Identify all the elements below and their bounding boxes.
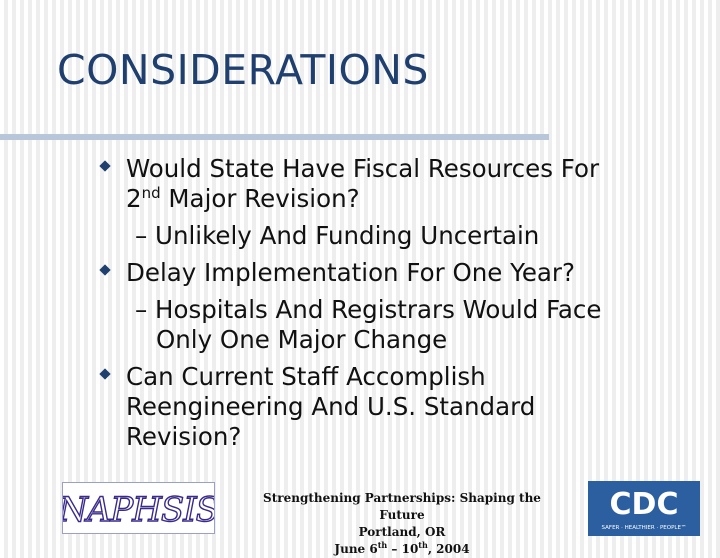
footer-line-3 (258, 541, 546, 558)
cdc-logo-text: CDC (609, 487, 679, 522)
sub-bullet-1-line-1: – Unlikely And Funding Uncertain (135, 221, 540, 250)
bullet-3-line-2: Reengineering And U.S. Standard (126, 392, 536, 421)
sub-bullet-2-line-1: – Hospitals And Registrars Would Face (135, 295, 602, 324)
title-divider (0, 134, 549, 140)
footer-caption (258, 490, 546, 558)
naphsis-logo-text: NAPHSIS (63, 490, 214, 530)
cdc-logo-tagline: SAFER · HEALTHIER · PEOPLE™ (601, 525, 687, 531)
bullet-3-line-3: Revision? (126, 422, 242, 451)
sub-bullet-2-line-2: Only One Major Change (156, 325, 448, 354)
footer-date-start: June 6 (334, 542, 378, 556)
bullet-1-rest: Major Revision? (160, 184, 360, 213)
cdc-logo-graphic (588, 481, 700, 536)
naphsis-logo (62, 482, 215, 534)
bullet-1-line-2 (126, 184, 360, 214)
bullet-1-ordinal: nd (141, 183, 161, 202)
footer-date-end: – 10 (387, 542, 419, 556)
cdc-logo (588, 481, 700, 536)
bullet-2-line-1: Delay Implementation For One Year? (126, 258, 575, 287)
bullet-diamond-icon (99, 160, 110, 171)
bullet-diamond-icon (99, 368, 110, 379)
bullet-1-line-1: Would State Have Fiscal Resources For (126, 154, 600, 183)
footer-date-ordinal-2: th (418, 540, 428, 550)
bullet-diamond-icon (99, 264, 110, 275)
bullet-1-number: 2 (126, 184, 142, 213)
footer-date-year: , 2004 (427, 542, 470, 556)
footer-line-1: Strengthening Partnerships: Shaping the Future (263, 491, 541, 522)
footer-line-2: Portland, OR (358, 525, 446, 539)
footer-date-ordinal-1: th (377, 540, 388, 550)
naphsis-logo-graphic (63, 483, 214, 533)
slide-title: CONSIDERATIONS (57, 46, 429, 94)
bullet-3-line-1: Can Current Staff Accomplish (126, 362, 486, 391)
